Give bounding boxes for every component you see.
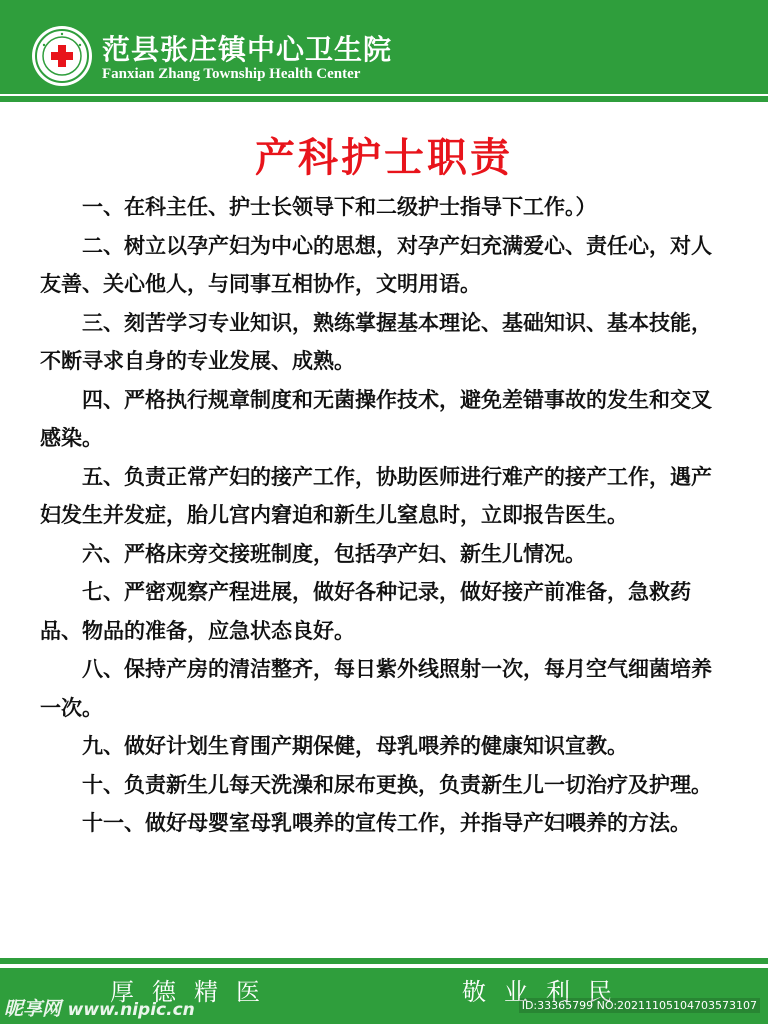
image-id-text: ID:33365799 NO:20211105104703573107 [519,998,760,1013]
duty-item-6: 六、严格床旁交接班制度，包括孕产妇、新生儿情况。 [82,541,586,566]
duty-list [40,188,730,843]
motto-left: 厚德精医 [110,978,278,1006]
hospital-logo [34,28,90,84]
watermark-brand: 昵享网 [4,998,62,1020]
duty-item-2: 二、树立以孕产妇为中心的思想，对孕产妇充满爱心、责任心，对人友善、关心他人，与同事互相协作，文明用语。 [40,233,712,296]
duty-item-1: 一、在科主任、护士长领导下和二级护士指导下工作。） [82,195,597,219]
hospital-name-en: Fanxian Zhang Township Health Center [102,66,361,82]
hospital-name-cn: 范县张庄镇中心卫生院 [102,33,393,66]
header-stripe [0,96,768,102]
duty-item-11: 十一、做好母婴室母乳喂养的宣传工作，并指导产妇喂养的方法。 [82,811,691,835]
watermark [4,994,195,1021]
duty-item-9: 九、做好计划生育围产期保健，母乳喂养的健康知识宣教。 [82,734,628,758]
motto-right: 敬业利民 [462,978,630,1006]
watermark-site: www.nipic.cn [67,1000,195,1020]
duty-item-4: 四、严格执行规章制度和无菌操作技术，避免差错事故的发生和交叉感染。 [40,387,712,450]
footer-stripe [0,958,768,964]
duty-item-8: 八、保持产房的清洁整齐，每日紫外线照射一次，每月空气细菌培养一次。 [40,657,712,720]
duty-item-3: 三、刻苦学习专业知识，熟练掌握基本理论、基础知识、基本技能，不断寻求自身的专业发展、成熟。 [40,310,712,373]
red-cross-emblem-icon [34,28,90,84]
page-title: 产科护士职责 [255,135,513,181]
duty-item-5: 五、负责正常产妇的接产工作，协助医师进行难产的接产工作，遇产妇发生并发症，胎儿宫内窘迫和新生儿窒息时，立即报告医生。 [40,464,712,527]
duty-item-7: 七、严密观察产程进展，做好各种记录，做好接产前准备，急救药品、物品的准备，应急状态良好。 [40,580,691,643]
duty-item-10: 十、负责新生儿每天洗澡和尿布更换，负责新生儿一切治疗及护理。 [82,772,712,797]
